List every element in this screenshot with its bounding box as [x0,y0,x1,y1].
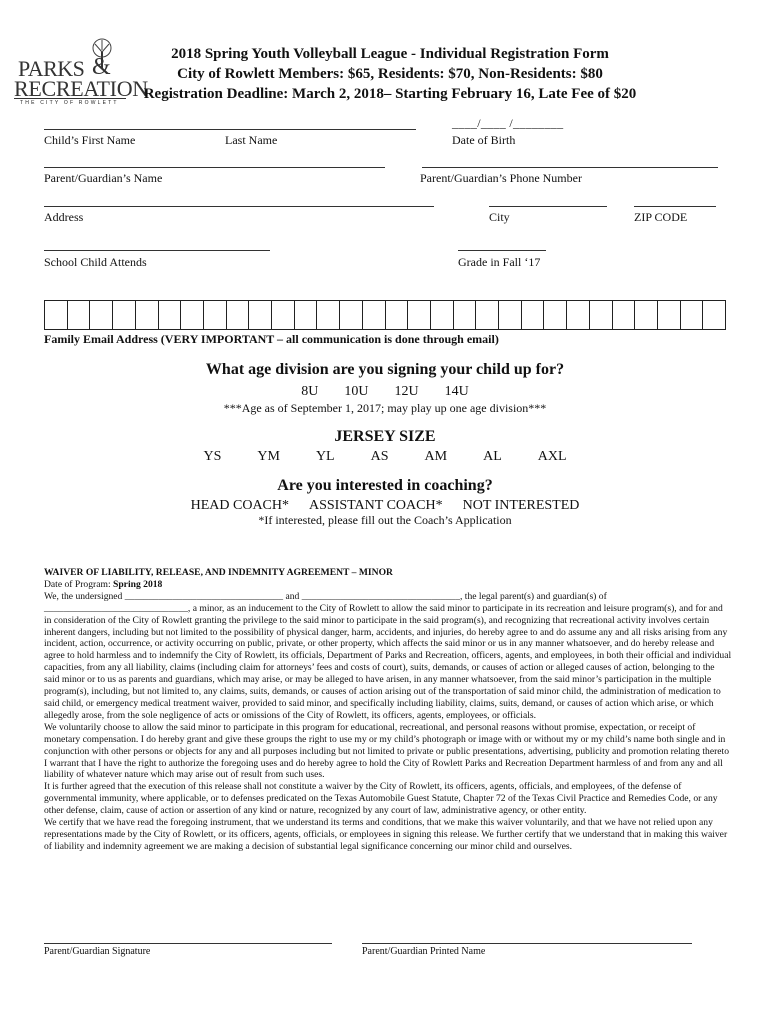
waiver-paragraph-4: We certify that we have read the foregoing instrument, that we understand its terms and conditions, that we make this waiver voluntarily, and that we have not relied upon any representations made by the City of Rowlett, or its officers, agents, officials, or employees in signing this release. We further certify that we understand that in making this waiver of liability and indemnity agreement we are making a decision of substantial legal significance concerning our minor child and ourselves. [44,817,728,852]
zip-line[interactable] [634,206,716,207]
age-note: ***Age as of September 1, 2017; may play up one age division*** [223,401,547,415]
grade-label: Grade in Fall ‘17 [458,255,541,269]
email-char-box[interactable] [454,301,477,329]
waiver-date-value: Spring 2018 [113,578,163,590]
form-title: 2018 Spring Youth Volleyball League - Individual Registration Form [171,46,609,62]
address-label: Address [44,210,84,224]
email-char-box[interactable] [68,301,91,329]
dob-label: Date of Birth [452,133,516,147]
email-char-box[interactable] [408,301,431,329]
age-option-12u[interactable]: 12U [394,384,419,399]
school-line[interactable] [44,250,270,251]
age-option-14u[interactable]: 14U [444,384,469,399]
email-char-box[interactable] [635,301,658,329]
printed-name-label: Parent/Guardian Printed Name [362,946,486,957]
email-char-box[interactable] [363,301,386,329]
age-option-8u[interactable]: 8U [301,384,319,399]
city-label: City [489,210,510,224]
jersey-option-al[interactable]: AL [483,449,502,464]
jersey-option-as[interactable]: AS [370,449,389,464]
school-label: School Child Attends [44,255,147,269]
email-char-box[interactable] [386,301,409,329]
jersey-size-title: JERSEY SIZE [334,428,436,445]
email-char-box[interactable] [499,301,522,329]
guardian-phone-label: Parent/Guardian’s Phone Number [420,171,582,185]
email-char-box[interactable] [227,301,250,329]
age-division-question: What age division are you signing your child up for? [205,361,565,378]
email-char-box[interactable] [340,301,363,329]
dob-blanks[interactable]: ____/____ /________ [452,116,564,130]
email-char-box[interactable] [431,301,454,329]
logo-city-text: THE CITY OF ROWLETT [20,100,119,106]
coaching-question: Are you interested in coaching? [277,477,493,494]
jersey-option-ys[interactable]: YS [203,449,222,464]
guardian-name-line[interactable] [44,167,385,168]
email-char-box[interactable] [590,301,613,329]
logo-ampersand: & [92,54,111,80]
address-line[interactable] [44,206,434,207]
deadline-line: Registration Deadline: March 2, 2018– Starting February 16, Late Fee of $20 [143,86,637,102]
email-char-box[interactable] [181,301,204,329]
guardian-name-label: Parent/Guardian’s Name [44,171,163,185]
jersey-size-options [0,447,770,465]
logo-recreation-text: RECREATION [14,76,148,101]
email-char-box[interactable] [136,301,159,329]
jersey-option-axl[interactable]: AXL [537,449,567,464]
coaching-note: *If interested, please fill out the Coach’s Application [258,513,512,527]
child-first-name-label: Child’s First Name [44,133,136,147]
email-char-box[interactable] [613,301,636,329]
email-char-box[interactable] [317,301,340,329]
age-option-10u[interactable]: 10U [344,384,369,399]
coach-option-head[interactable]: HEAD COACH* [190,498,289,513]
jersey-option-ym[interactable]: YM [257,449,280,464]
email-char-box[interactable] [522,301,545,329]
email-char-box[interactable] [204,301,227,329]
logo-parks-text: PARKS [18,56,85,81]
pricing-line: City of Rowlett Members: $65, Residents: $70, Non-Residents: $80 [177,66,603,82]
waiver-title: WAIVER OF LIABILITY, RELEASE, AND INDEMNITY AGREEMENT – MINOR [44,567,393,578]
waiver-date-label: Date of Program: [44,578,114,590]
waiver-section [44,567,732,853]
jersey-option-yl[interactable]: YL [315,449,335,464]
waiver-paragraph-2: We voluntarily choose to allow the said minor to participate in this program for educational, recreational, and personal reasons without promise, expectation, or receipt of monetary compensation. I do hereby grant and give these groups the right to use my or my child’s photograph or image with or without my or my child’s name both single and in conjunction with other persons or objects for any and all purposes including but not limited to private or public presentations, advertising, publicity and promotion relating thereto I warrant that I have the right to authorize the foregoing uses and do hereby agree to hold the City of Rowlett Parks and Recreation Department harmless of and from any and all liability of whatever nature which may arise out of result from such uses. [44,721,730,781]
age-division-options [0,382,770,400]
signature-label: Parent/Guardian Signature [44,946,151,957]
coach-option-assistant[interactable]: ASSISTANT COACH* [309,498,443,513]
email-char-box[interactable] [45,301,68,329]
city-line[interactable] [489,206,607,207]
waiver-paragraph-3: It is further agreed that the execution of this release shall not constitute a waiver by the City of Rowlett, its officers, agents, officials, and employees, of the defense of governmental immunity, where applicable, or to defenses predicated on the Texas Automobile Guest Statute, Chapter 72 of the Texas Civil Practice and Remedies Code, or any other defense, claim, cause of action or assertion of any kind or nature, recognized by any court of law, administrative agency, or other entity. [44,781,718,817]
email-char-box[interactable] [681,301,704,329]
child-name-line[interactable] [44,129,416,130]
email-char-box[interactable] [159,301,182,329]
coaching-options [0,496,770,514]
last-name-label: Last Name [225,133,278,147]
waiver-date-line [44,579,732,591]
parks-recreation-logo [14,40,148,110]
email-entry-boxes[interactable] [44,300,726,330]
guardian-phone-line[interactable] [422,167,718,168]
email-char-box[interactable] [272,301,295,329]
signature-line[interactable] [44,943,332,944]
printed-name-line[interactable] [362,943,692,944]
jersey-option-am[interactable]: AM [424,449,448,464]
email-char-box[interactable] [249,301,272,329]
email-char-box[interactable] [90,301,113,329]
waiver-paragraph-1: We, the undersigned _________________________________ and _________________________________, the legal parent(s) and guardian(s) of ______________________________, a minor, as an inducement to the City of Rowlett to allow the said minor to participate in its recreation and leisure program(s), and for and in consideration of the City of Rowlett granting the privilege to the said minor to participate in the said program(s), and recognizing that recreational activity involves certain inherent dangers, including but not limited to the possibility of physical danger, harm, accidents, and injuries, do hereby agree to and do assume any and all risks arising from any incident, action, occurrence, or activity occurring on public, private, or other property, which affects the said minor or us in any manner whatsoever, and do hereby release and agree to hold harmless and to indemnify the City of Rowlett, its officials, Department of Parks and Recreation, officers, agents, and employees, in both their official and individual capacities, from any all liability, claims (including claim for attorneys’ fees and costs of court), suits, demands, or causes of action or alleged causes of action, belonging to the said minor or to us as parents and guardians, which may arise, or may be alleged to have arisen, in any manner whatsoever, from the said minor’s participation in the multiple program(s), including, but not limited to, any claims, suits, demands, or causes of action arising out of the transportation of said minor child, the administration of medication to said child, or emergency medical treatment waiver, provided to said minor, and specifically including liability, claims, suits, demand, or causes of action which arise, or which allegedly arose, from the sole negligence of acts or omissions of the City of Rowlett, its officers, agents, employees, or officials. [44,590,732,721]
logo-divider [14,98,126,99]
email-char-box[interactable] [295,301,318,329]
email-char-box[interactable] [113,301,136,329]
zip-label: ZIP CODE [634,210,688,224]
email-char-box[interactable] [544,301,567,329]
email-char-box[interactable] [658,301,681,329]
email-label: Family Email Address (VERY IMPORTANT – all communication is done through email) [44,332,499,346]
email-char-box[interactable] [476,301,499,329]
email-char-box[interactable] [567,301,590,329]
coach-option-not-interested[interactable]: NOT INTERESTED [462,498,580,513]
grade-line[interactable] [458,250,546,251]
email-char-box[interactable] [703,301,725,329]
